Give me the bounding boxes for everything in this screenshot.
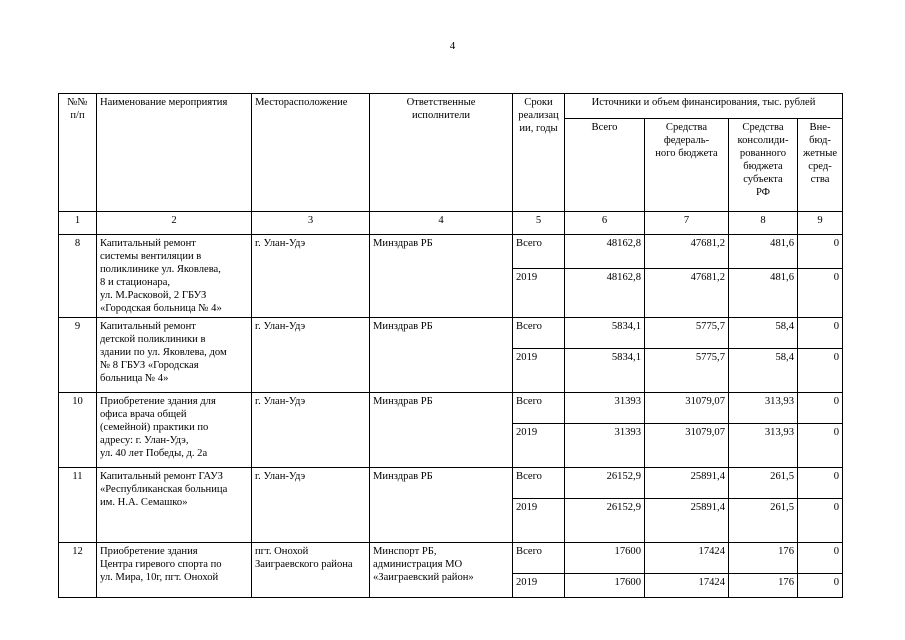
header-responsible: Ответственные исполнители xyxy=(370,94,513,212)
row-number: 11 xyxy=(59,468,97,543)
amount-regional: 58,4 xyxy=(729,318,798,349)
column-number: 4 xyxy=(370,212,513,235)
amount-total: 5834,1 xyxy=(565,349,645,393)
amount-offbudget: 0 xyxy=(798,543,843,574)
amount-total: 5834,1 xyxy=(565,318,645,349)
amount-federal: 5775,7 xyxy=(645,318,729,349)
amount-regional: 481,6 xyxy=(729,269,798,318)
table-row xyxy=(59,235,843,269)
amount-offbudget: 0 xyxy=(798,235,843,269)
amount-federal: 25891,4 xyxy=(645,468,729,499)
column-number: 7 xyxy=(645,212,729,235)
responsible: Минздрав РБ xyxy=(370,318,513,393)
amount-offbudget: 0 xyxy=(798,468,843,499)
period: Всего xyxy=(513,235,565,269)
amount-total: 17600 xyxy=(565,543,645,574)
amount-offbudget: 0 xyxy=(798,349,843,393)
amount-federal: 47681,2 xyxy=(645,269,729,318)
responsible: Минздрав РБ xyxy=(370,468,513,543)
location: г. Улан-Удэ xyxy=(252,318,370,393)
financing-table xyxy=(58,93,843,598)
amount-total: 26152,9 xyxy=(565,468,645,499)
amount-total: 48162,8 xyxy=(565,235,645,269)
header-total: Всего xyxy=(565,119,645,212)
period: Всего xyxy=(513,543,565,574)
measure-name: Капитальный ремонт детской поликлиники в здании по ул. Яковлева, дом № 8 ГБУЗ «Городская больница № 4» xyxy=(97,318,252,393)
amount-total: 17600 xyxy=(565,574,645,598)
responsible: Минздрав РБ xyxy=(370,393,513,468)
amount-offbudget: 0 xyxy=(798,393,843,424)
period: Всего xyxy=(513,318,565,349)
amount-regional: 313,93 xyxy=(729,393,798,424)
amount-federal: 31079,07 xyxy=(645,424,729,468)
header-offbudget: Вне- бюд- жетные сред- ства xyxy=(798,119,843,212)
amount-federal: 17424 xyxy=(645,574,729,598)
amount-offbudget: 0 xyxy=(798,424,843,468)
header-location: Месторасположение xyxy=(252,94,370,212)
amount-federal: 31079,07 xyxy=(645,393,729,424)
column-number: 8 xyxy=(729,212,798,235)
column-number: 3 xyxy=(252,212,370,235)
row-number: 9 xyxy=(59,318,97,393)
column-number: 2 xyxy=(97,212,252,235)
location: г. Улан-Удэ xyxy=(252,468,370,543)
header-federal: Средства федераль- ного бюджета xyxy=(645,119,729,212)
amount-regional: 58,4 xyxy=(729,349,798,393)
header-num: №№ п/п xyxy=(59,94,97,212)
header-name: Наименование мероприятия xyxy=(97,94,252,212)
measure-name: Приобретение здания Центра гиревого спорта по ул. Мира, 10г, пгт. Онохой xyxy=(97,543,252,598)
responsible: Минздрав РБ xyxy=(370,235,513,318)
amount-total: 31393 xyxy=(565,393,645,424)
location: г. Улан-Удэ xyxy=(252,235,370,318)
column-number: 6 xyxy=(565,212,645,235)
table-row xyxy=(59,318,843,349)
period: 2019 xyxy=(513,499,565,543)
period: 2019 xyxy=(513,574,565,598)
amount-offbudget: 0 xyxy=(798,574,843,598)
amount-total: 48162,8 xyxy=(565,269,645,318)
amount-federal: 5775,7 xyxy=(645,349,729,393)
table-row xyxy=(59,543,843,574)
measure-name: Капитальный ремонт ГАУЗ «Республиканская больница им. Н.А. Семашко» xyxy=(97,468,252,543)
amount-federal: 25891,4 xyxy=(645,499,729,543)
measure-name: Приобретение здания для офиса врача общей (семейной) практики по адресу: г. Улан-Удэ, ул. 40 лет Победы, д. 2а xyxy=(97,393,252,468)
row-number: 12 xyxy=(59,543,97,598)
period: 2019 xyxy=(513,269,565,318)
amount-regional: 176 xyxy=(729,574,798,598)
table-row xyxy=(59,393,843,424)
header-regional: Средства консолиди- рованного бюджета субъекта РФ xyxy=(729,119,798,212)
header-row-1 xyxy=(59,94,843,119)
table-row xyxy=(59,468,843,499)
period: Всего xyxy=(513,468,565,499)
period: 2019 xyxy=(513,424,565,468)
page-number: 4 xyxy=(449,40,456,52)
amount-offbudget: 0 xyxy=(798,318,843,349)
column-number: 1 xyxy=(59,212,97,235)
amount-regional: 261,5 xyxy=(729,468,798,499)
responsible: Минспорт РБ, администрация МО «Заиграевский район» xyxy=(370,543,513,598)
location: г. Улан-Удэ xyxy=(252,393,370,468)
header-period: Сроки реализац ии, годы xyxy=(513,94,565,212)
amount-regional: 481,6 xyxy=(729,235,798,269)
amount-federal: 47681,2 xyxy=(645,235,729,269)
column-number-row xyxy=(59,212,843,235)
period: 2019 xyxy=(513,349,565,393)
period: Всего xyxy=(513,393,565,424)
amount-total: 26152,9 xyxy=(565,499,645,543)
amount-offbudget: 0 xyxy=(798,499,843,543)
amount-total: 31393 xyxy=(565,424,645,468)
amount-regional: 313,93 xyxy=(729,424,798,468)
amount-regional: 261,5 xyxy=(729,499,798,543)
column-number: 5 xyxy=(513,212,565,235)
row-number: 8 xyxy=(59,235,97,318)
amount-federal: 17424 xyxy=(645,543,729,574)
amount-regional: 176 xyxy=(729,543,798,574)
location: пгт. Онохой Заиграевского района xyxy=(252,543,370,598)
measure-name: Капитальный ремонт системы вентиляции в поликлинике ул. Яковлева, 8 и стационара, ул. М.Расковой, 2 ГБУЗ «Городская больница № 4» xyxy=(97,235,252,318)
column-number: 9 xyxy=(798,212,843,235)
header-sources: Источники и объем финансирования, тыс. рублей xyxy=(565,94,843,119)
amount-offbudget: 0 xyxy=(798,269,843,318)
row-number: 10 xyxy=(59,393,97,468)
